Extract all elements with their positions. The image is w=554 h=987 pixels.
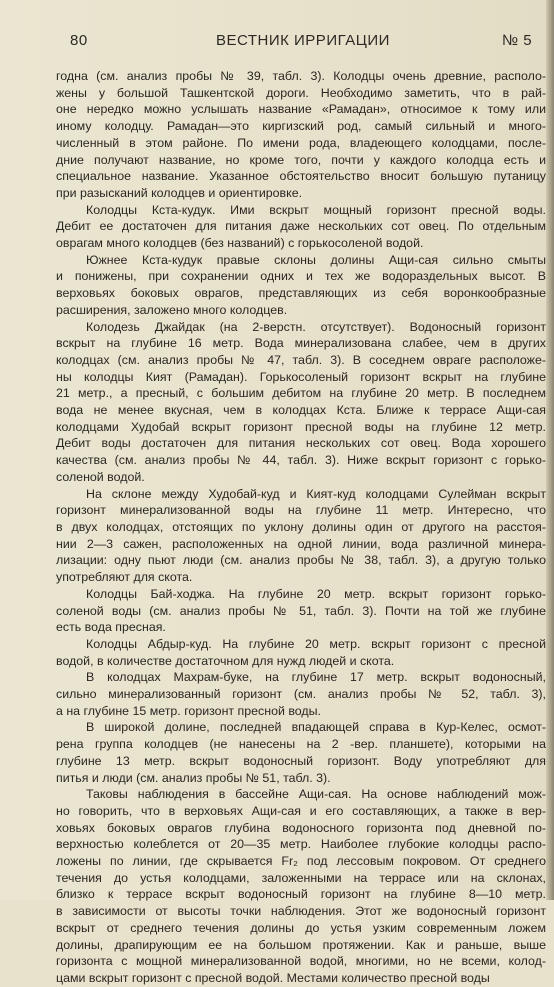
text-line: цами вскрыт горизонт с пресной водой. Местами количество пресной воды [56,970,490,985]
text-line: есть вода пресная. [56,620,166,635]
paragraph [56,586,546,636]
text-line: вскрыт на глубине 16 метр. Вода минерализована слабее, чем в других [56,336,546,351]
text-line: лизации: одну пьют люди (см. анализ пробы № 38, табл. 3), а другую только [56,553,546,568]
text-line: при разысканий колодцев и ориентировке. [56,185,303,200]
text-line: Колодцы Кста-кудук. Ими вскрыт мощный горизонт пресной воды. [86,202,546,217]
page-edge-shadow [546,0,554,900]
text-line: колодцах (см. анализ пробы № 47, табл. 3). В соседнем овраге расположе- [56,352,546,367]
text-line: оне нередко можно услышать название «Рамадан», относимое к тому или [56,102,546,117]
text-line: в зависимости от высоты точки наблюдения. Этот же водоносный горизонт [56,904,546,919]
page-number: 80 [70,32,88,49]
text-line: вода не менее вкусная, чем в колодцах Кста. Ближе к террасе Ащи-сая [56,403,546,418]
text-line: Дебит ее достаточен для питания даже нескольких сот овец. По отдельным [56,219,546,234]
text-line: Дебит воды достаточен для питания нескольких сот овец. Вода хорошего [56,436,546,451]
text-line: верхностью колеблется от 20—35 метр. Наиболее глубокие колодцы распо- [56,837,546,852]
text-line: верховьях боковых оврагов, представляющих из себя воронкообразные [56,286,546,301]
text-line: жены у большой Ташкентской дороги. Необходимо заметить, что в рай- [56,85,546,100]
text-line: На склоне между Худобай-куд и Кият-куд колодцами Сулейман вскрыт [86,486,546,501]
text-line: питья и люди (см. анализ пробы № 51, табл. 3). [56,770,331,785]
text-line: Южнее Кста-кудук правые склоны долины Ащи-сая сильно смыты [86,252,546,267]
journal-title: ВЕСТНИК ИРРИГАЦИИ [216,32,390,49]
text-line: но говорить, что в верховьях Ащи-сая и его составляющих, а также в вер- [56,803,546,818]
text-line: 21 метр., а пресный, с большим дебитом на глубине 20 метр. В последнем [56,386,546,401]
text-line: качества (см. анализ пробы № 44, табл. 3). Ниже вскрыт горизонт с горько- [56,453,546,468]
text-line: колодцами Худобай вскрыт горизонт пресной воды на глубине 12 метр. [56,419,546,434]
text-line: глубине 13 метр. вскрыт водоносный горизонт. Воду употребляют для [56,753,546,768]
text-line: вскрыт от среднего течения долины до устья узким современным ложем [56,920,546,935]
text-line: ховьях боковых оврагов глубина водоносного горизонта под дневной по- [56,820,546,835]
paragraph [56,786,546,986]
text-line: рена группа колодцев (не нанесены на 2 -вер. планшете), которыми на [56,737,546,752]
text-line: нии 2—3 сажен, расположенных на одной линии, вода различной минера- [56,536,546,551]
text-line: В колодцах Махрам-буке, на глубине 17 метр. вскрыт водоносный, [86,670,546,685]
text-line: Колодцы Абдыр-куд. На глубине 20 метр. вскрыт горизонт с пресной [86,636,546,651]
text-line: горизонт минерализованной воды на глубине 11 метр. Интересно, что [56,503,546,518]
text-line: иному колодцу. Рамадан—это киргизский род, самый сильный и много- [56,119,546,134]
text-line: в двух колодцах, отстоящих по уклону долины один от другого на расстоя- [56,519,546,534]
text-line: течения до устья колодцами, заложенными на террасе или на склонах, [56,870,546,885]
text-line: численный в этом районе. По имени рода, владеющего колодцами, после- [56,135,546,150]
text-line: употребляют для скота. [56,570,193,585]
running-header [56,28,546,52]
text-line: и понижены, при сохранении одних и тех же водораздельных высот. В [56,269,546,284]
paragraph [56,68,546,202]
text-line: сильно минерализованный горизонт (см. анализ пробы № 52, табл. 3), [56,687,546,702]
text-line: ложены по линии, где скрывается Fr₂ под лессовым покровом. От среднего [56,854,546,869]
text-line: соленой водой. [56,469,145,484]
text-line: горизонта с мощной минерализованной водой, многими, но не всеми, колод- [56,954,546,969]
text-line: специальное название. Указанное обстоятельство вносит большую путаницу [56,169,546,184]
paragraph [56,202,546,252]
text-line: ны колодцы Кият (Рамадан). Горькосоленый горизонт вскрыт на глубине [56,369,546,384]
paragraph [56,486,546,586]
paragraph [56,669,546,719]
article-body [56,68,546,987]
text-line: близко к террасе вскрыт водоносный горизонт на глубине 8—10 метр. [56,887,546,902]
issue-number: № 5 [502,32,533,49]
paragraph [56,719,546,786]
text-line: В широкой долине, последней впадающей справа в Кур-Келес, осмот- [86,720,546,735]
text-line: оврагам много колодцев (без названий) с горькосоленой водой. [56,236,424,251]
text-line: расширения, заложено много колодцев. [56,302,288,317]
text-line: водой, в количестве достаточном для нужд людей и скота. [56,653,395,668]
paragraph [56,636,546,669]
text-line: Таковы наблюдения в бассейне Ащи-сая. На основе наблюдений мож- [86,787,546,802]
paragraph [56,252,546,319]
text-line: а на глубине 15 метр. горизонт пресной воды. [56,703,321,718]
text-line: годна (см. анализ пробы № 39, табл. 3). Колодцы очень древние, располо- [56,69,546,83]
text-line: Колодезь Джайдак (на 2-верстн. отсутствует). Водоносный горизонт [86,319,546,334]
text-line: дние получают название, но кроме того, почти у каждого колодца есть и [56,152,546,167]
text-line: соленой воды (см. анализ пробы № 51, табл. 3). Почти на той же глубине [56,603,546,618]
text-line: долины, драпирующим ее на большом протяжении. Как и раньше, выше [56,937,546,952]
text-line: Колодцы Бай-ходжа. На глубине 20 метр. вскрыт горизонт горько- [86,586,546,601]
paragraph [56,319,546,486]
